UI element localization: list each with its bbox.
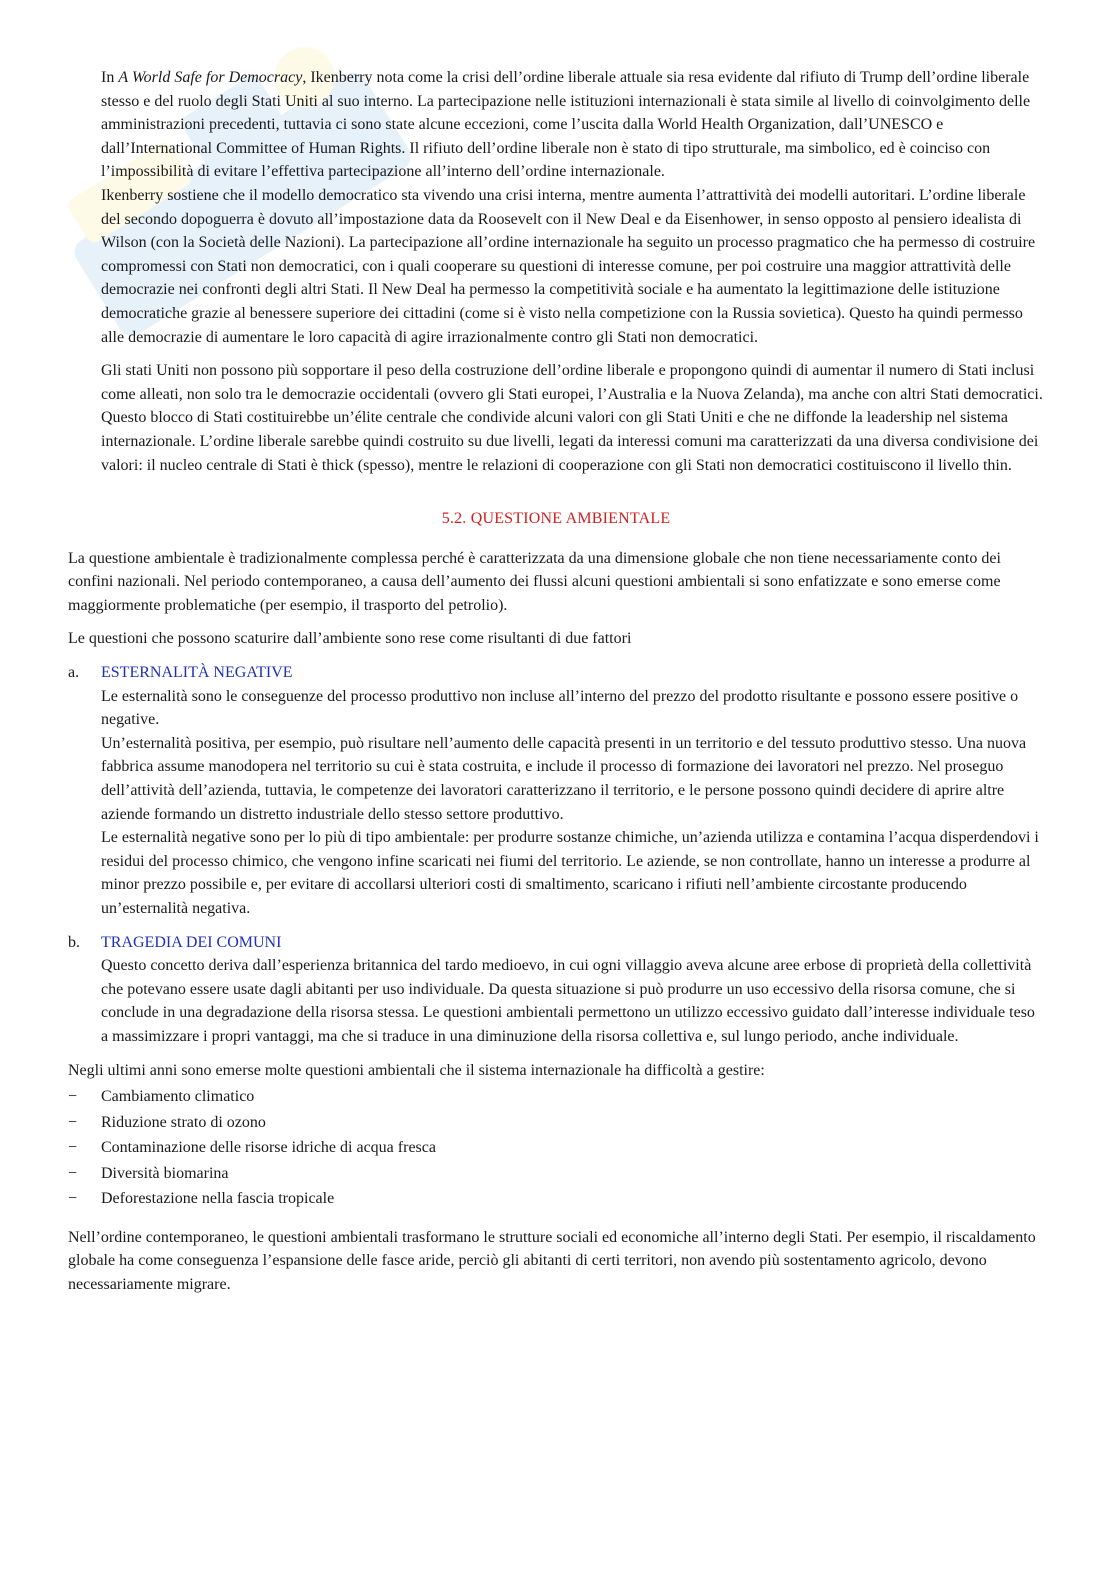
dash-bullet: − (68, 1190, 78, 1208)
intro-p1-text: , Ikenberry nota come la crisi dell’ordine liberale attuale sia resa evidente dal rifiuto di Trump dell’ordine liberale stesso e del ruolo degli Stati Uniti al suo interno. La partecipazione nelle istituzioni internazionali è stata simile al livello di coinvolgimento delle amministrazioni precedenti, tuttavia ci sono state alcune eccezioni, come l’uscita dalla World Health Organization, dall’UNESCO e dall’International Committee of Human Rights. Il rifiuto dell’ordine liberale non è stato di tipo strutturale, ma simbolico, ed è coinciso con l’impossibilità di evitare l’effettiva partecipazione all’interno dell’ordine internazionale. (101, 69, 1031, 181)
list-item (68, 1110, 1044, 1136)
list-item (68, 1186, 1044, 1212)
item-paragraph: Questo concetto deriva dall’esperienza britannica del tardo medioevo, in cui ogni villaggio aveva alcune aree erbose di proprietà della collettività che potevano essere usate dagli abitanti per uso individuale. Da questa situazione si può produrre un uso eccessivo della risorsa comune, che si conclude in una degradazione della risorsa stessa. Le questioni ambientali permettono un utilizzo eccessivo guidato dall’interesse individuale teso a massimizzare i propri vantaggi, ma che si traduce in una diminuzione della risorsa collettiva e, sul lungo periodo, anche individuale. (101, 957, 1035, 1045)
item-title: TRAGEDIA DEI COMUNI (101, 933, 282, 951)
list-item-esternalita (68, 661, 1044, 921)
intro-section (68, 66, 1044, 477)
dash-bullet: − (68, 1164, 78, 1182)
section-paragraph-4: Nell’ordine contemporaneo, le questioni ambientali trasformano le strutture sociali ed economiche all’interno degli Stati. Per esempio, il riscaldamento globale ha come conseguenza l’espansione delle fasce aride, perciò gli abitanti di certi territori, non avendo più sostentamento agricolo, devono necessariamente migrare. (68, 1228, 1036, 1293)
item-paragraph: Le esternalità sono le conseguenze del processo produttivo non incluse all’interno del prezzo del prodotto risultante e possono essere positive o negative. (101, 687, 1019, 729)
list-item (68, 1135, 1044, 1161)
dash-bullet: − (68, 1113, 78, 1131)
issues-list (68, 1084, 1044, 1212)
item-letter: b. (68, 933, 80, 951)
list-item (68, 1161, 1044, 1187)
list-item-text: Contaminazione delle risorse idriche di acqua fresca (101, 1139, 436, 1157)
section-paragraph-2: Le questioni che possono scaturire dall’ambiente sono rese come risultanti di due fattori (68, 630, 632, 648)
section-paragraph-1: La questione ambientale è tradizionalmente complessa perché è caratterizzata da una dimensione globale che non tiene necessariamente conto dei confini nazionali. Nel periodo contemporaneo, a causa dell’aumento dei flussi alcuni questioni ambientali si sono enfatizzate e sono emerse come maggiormente problematiche (per esempio, il trasporto del petrolio). (68, 549, 1001, 614)
dash-bullet: − (68, 1139, 78, 1157)
list-item (68, 1084, 1044, 1110)
dash-bullet: − (68, 1088, 78, 1106)
intro-paragraph-2: Ikenberry sostiene che il modello democratico sta vivendo una crisi interna, mentre aumenta l’attrattività dei modelli autoritari. L’ordine liberale del secondo dopoguerra è dovuto all’impostazione data da Roosevelt con il New Deal e da Eisenhower, in senso opposto al pensiero idealista di Wilson (con la Società delle Nazioni). La partecipazione all’ordine internazionale ha seguito un processo pragmatico che ha permesso di costruire compromessi con Stati non democratici, con i quali cooperare su questioni di interesse comune, per poi costruire una maggior attrattività delle democrazie nei confronti degli altri Stati. Il New Deal ha permesso la competitività sociale e ha aumentato la legittimazione delle istituzione democratiche grazie al benessere superiore dei cittadini (come si è visto nella competizione con la Russia sovietica). Questo ha quindi permesso alle democrazie di aumentare le loro capacità di agire irrazionalmente contro gli Stati non democratici. (101, 186, 1036, 346)
book-title: A World Safe for Democracy (118, 69, 303, 86)
section-heading: 5.2. QUESTIONE AMBIENTALE (441, 510, 671, 528)
item-paragraph: Le esternalità negative sono per lo più di tipo ambientale: per produrre sostanze chimiche, un’azienda utilizza e contamina l’acqua disperdendovi i residui del processo chimico, che vengono infine scaricati nei fiumi del territorio. Le aziende, se non controllate, hanno un interesse a produrre al minor prezzo possibile e, per evitare di accollarsi ulteriori costi di smaltimento, scaricano i rifiuti nell’ambiente circostante producendo un’esternalità negativa. (101, 829, 1039, 917)
section-paragraph-3: Negli ultimi anni sono emerse molte questioni ambientali che il sistema internazionale ha difficoltà a gestire: (68, 1061, 765, 1079)
intro-paragraph-3: Gli stati Uniti non possono più sopportare il peso della costruzione dell’ordine liberale e propongono quindi di aumentar il numero di Stati inclusi come alleati, non solo tra le democrazie occidentali (ovvero gli Stati europei, l’Australia e la Nuova Zelanda), ma anche con altri Stati democratici. Questo blocco di Stati costituirebbe un’élite centrale che condivide alcuni valori con gli Stati Uniti e che ne diffonde la leadership nel sistema internazionale. L’ordine liberale sarebbe quindi costruito su due livelli, legati da interessi comuni ma caratterizzati da una diversa condivisione dei valori: il nucleo centrale di Stati è thick (spesso), mentre le relazioni di cooperazione con gli Stati non democratici costituiscono il livello thin. (101, 362, 1043, 474)
intro-paragraph-1 (101, 66, 1044, 184)
list-item-tragedia (68, 931, 1044, 1049)
document-content (68, 66, 1044, 1296)
intro-p1-prefix: In (101, 69, 119, 86)
item-title: ESTERNALITÀ NEGATIVE (101, 664, 293, 682)
list-item-text: Cambiamento climatico (101, 1088, 255, 1106)
item-letter: a. (68, 664, 80, 682)
list-item-text: Diversità biomarina (101, 1164, 229, 1182)
list-item-text: Deforestazione nella fascia tropicale (101, 1190, 335, 1208)
item-paragraph: Un’esternalità positiva, per esempio, può risultare nell’aumento delle capacità presenti in un territorio e del tessuto produttivo stesso. Una nuova fabbrica assume manodopera nel territorio su cui è stata costruita, e include il processo di formazione dei lavoratori nel prezzo. Nel proseguo dell’attività dell’azienda, tuttavia, le competenze dei lavoratori caratterizzano il territorio, e le persone possono quindi decidere di aprire altre aziende formando un distretto industriale dello stesso settore produttivo. (101, 734, 1027, 823)
list-item-text: Riduzione strato di ozono (101, 1113, 266, 1131)
